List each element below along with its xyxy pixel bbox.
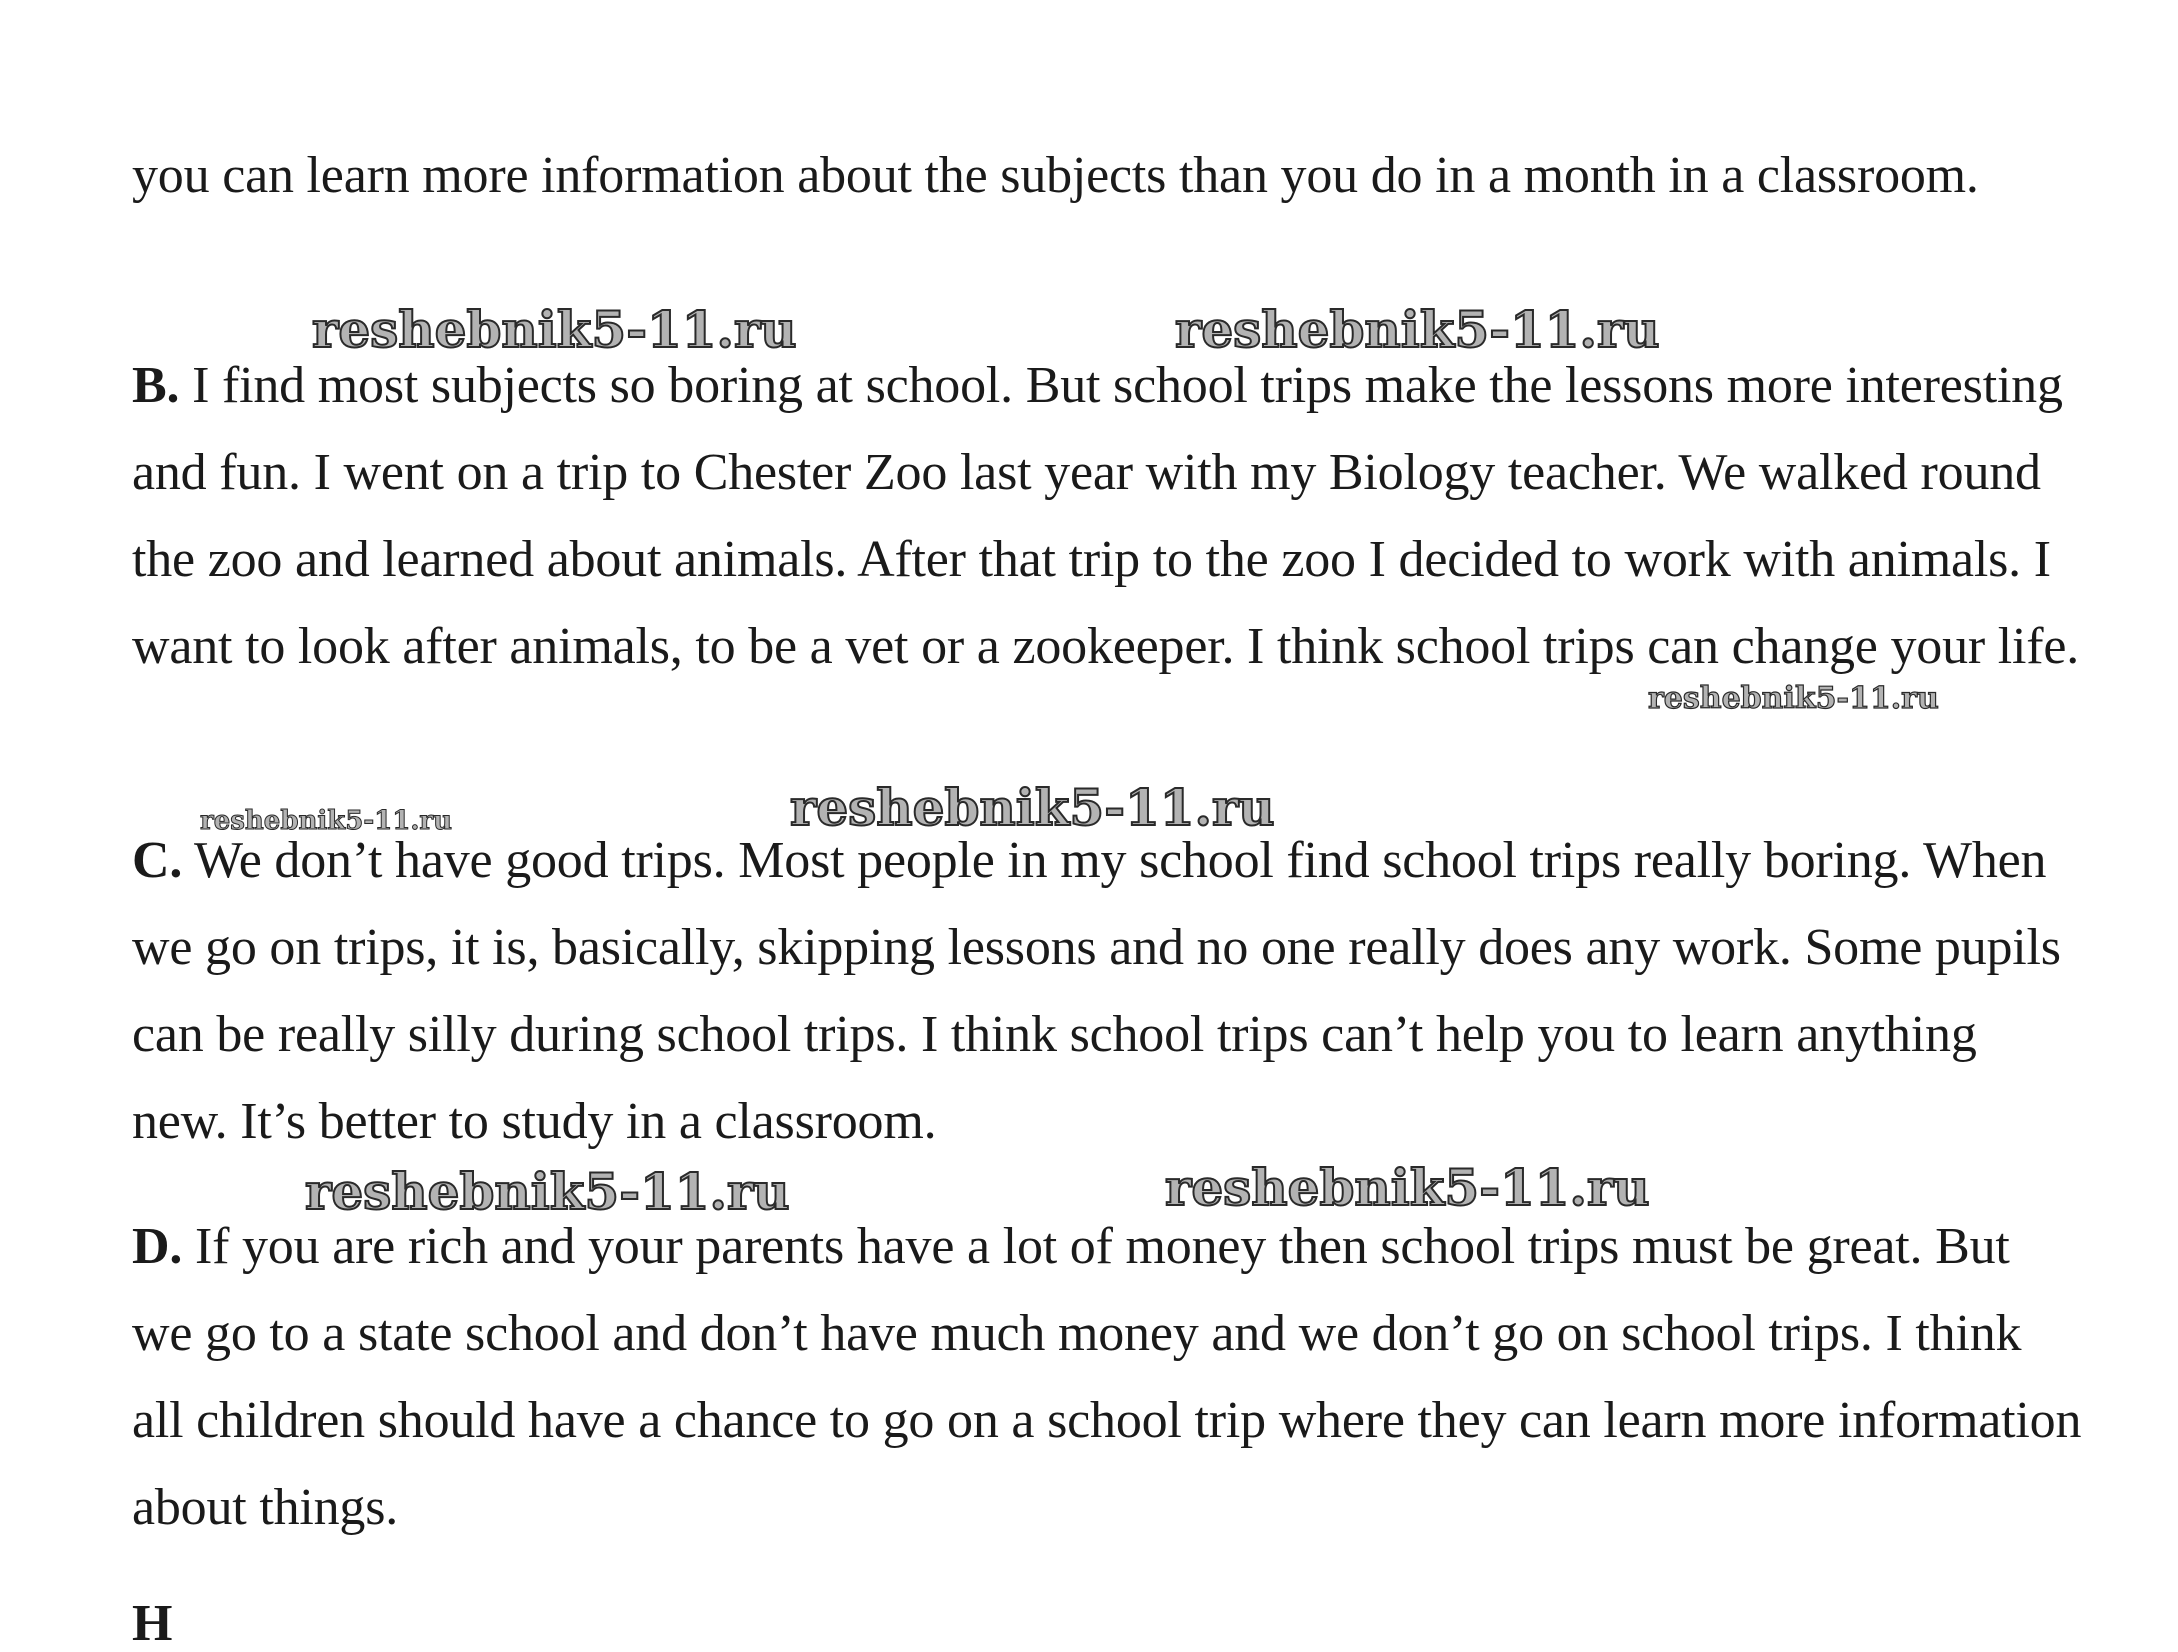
paragraph-b: [132, 342, 2082, 690]
paragraph-d-label: D.: [132, 1218, 183, 1275]
paragraph-b-text: I find most subjects so boring at school. But school trips make the lessons more interesting and fun. I went on a trip to Chester Zoo last year with my Biology teacher. We walked round the zoo and learned about animals. After that trip to the zoo I decided to work with animals. I want to look after animals, to be a vet or a zookeeper. I think school trips can change your life.: [132, 357, 2080, 675]
watermark: reshebnik5-11.ru: [1648, 681, 1939, 716]
paragraph-c: [132, 817, 2082, 1165]
intro-text: you can learn more information about the subjects than you do in a month in a classroom.: [132, 147, 1979, 204]
paragraph-d: [132, 1203, 2082, 1551]
watermark: reshebnik5-11.ru: [200, 806, 453, 836]
cut-off-heading: [132, 1595, 192, 1652]
paragraph-b-label: B.: [132, 357, 180, 414]
watermark: reshebnik5-11.ru: [1175, 300, 1660, 359]
watermark: reshebnik5-11.ru: [1165, 1158, 1650, 1217]
cut-off-heading-text: H: [132, 1595, 173, 1652]
paragraph-d-text: If you are rich and your parents have a lot of money then school trips must be great. But we go to a state school and don’t have much money and we don’t go on school trips. I think all children should have a chance to go on a school trip where they can learn more information about things.: [132, 1218, 2082, 1536]
intro-paragraph: [132, 132, 2082, 219]
paragraph-c-label: C.: [132, 832, 183, 889]
watermark: reshebnik5-11.ru: [305, 1162, 790, 1221]
watermark: reshebnik5-11.ru: [312, 300, 797, 359]
paragraph-c-text: We don’t have good trips. Most people in my school find school trips really boring. When we go on trips, it is, basically, skipping lessons and no one really does any work. Some pupils can be really silly during school trips. I think school trips can’t help you to learn anything new. It’s better to study in a classroom.: [132, 832, 2061, 1150]
watermark: reshebnik5-11.ru: [790, 778, 1275, 837]
